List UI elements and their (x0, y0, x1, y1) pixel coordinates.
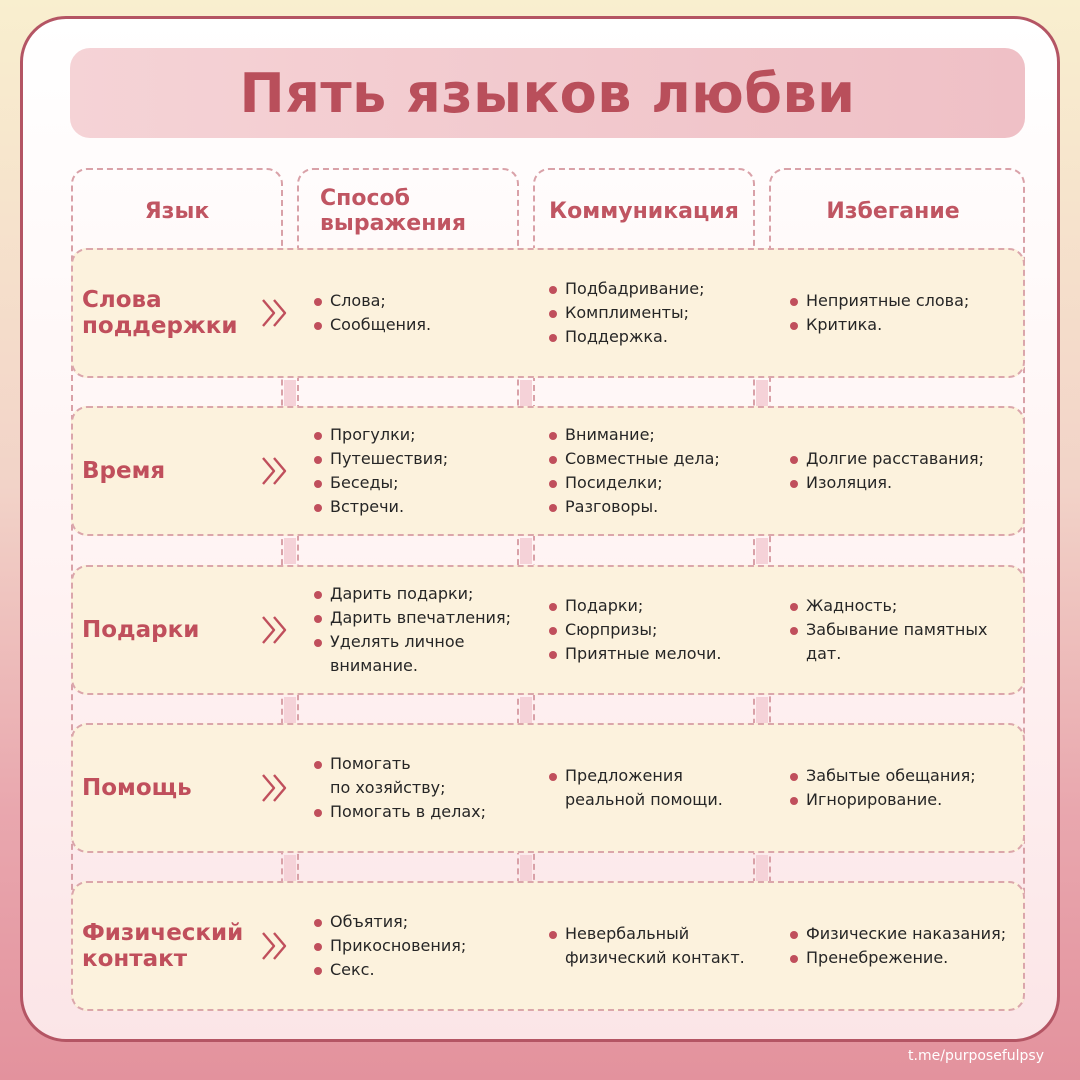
row-gap-strip (520, 538, 532, 564)
cell-expression (314, 565, 514, 695)
row-gap-strip (520, 855, 532, 881)
list-item: Критика. (790, 313, 1020, 337)
bullet-list (314, 752, 514, 824)
cell-avoidance (790, 248, 1020, 378)
list-item: Игнорирование. (790, 788, 1020, 812)
double-chevron-right-icon (260, 296, 290, 330)
bullet-list (549, 277, 749, 349)
row-label: Физический контакт (82, 920, 244, 972)
bullet-list (314, 289, 514, 337)
cell-communication (549, 881, 749, 1011)
list-item: Дарить впечатления; (314, 606, 514, 630)
double-chevron-right-icon (260, 771, 290, 805)
list-item: Изоляция. (790, 471, 1020, 495)
header-language: Язык (144, 198, 210, 224)
list-item: Предложения реальной помощи. (549, 764, 749, 812)
list-item: Секс. (314, 958, 514, 982)
row-gap-strip (756, 380, 768, 406)
cell-expression (314, 723, 514, 853)
cell-avoidance (790, 565, 1020, 695)
bullet-list (314, 423, 514, 519)
list-item: Приятные мелочи. (549, 642, 749, 666)
row-gap-strip (756, 538, 768, 564)
list-item: Путешествия; (314, 447, 514, 471)
list-item: Объятия; (314, 910, 514, 934)
list-item: Подбадривание; (549, 277, 749, 301)
row-gap-strip (284, 855, 296, 881)
row-label: Подарки (82, 617, 200, 643)
list-item: Подарки; (549, 594, 749, 618)
cell-avoidance (790, 406, 1020, 536)
list-item: Прикосновения; (314, 934, 514, 958)
bullet-list (790, 594, 1020, 666)
list-item: Прогулки; (314, 423, 514, 447)
list-item: Совместные дела; (549, 447, 749, 471)
row-gap-strip (520, 697, 532, 723)
cell-communication (549, 248, 749, 378)
row-gap-strip (756, 697, 768, 723)
bullet-list (314, 910, 514, 982)
list-item: Уделять личное внимание. (314, 630, 514, 678)
list-item: Беседы; (314, 471, 514, 495)
cell-communication (549, 723, 749, 853)
cell-expression (314, 881, 514, 1011)
row-gap-strip (284, 380, 296, 406)
list-item: Забывание памятных дат. (790, 618, 1020, 666)
cell-avoidance (790, 881, 1020, 1011)
double-chevron-right-icon (260, 454, 290, 488)
bullet-list (549, 922, 749, 970)
list-item: Невербальный физический контакт. (549, 922, 749, 970)
list-item: Внимание; (549, 423, 749, 447)
header-avoidance: Избегание (826, 198, 960, 224)
title-banner (70, 48, 1025, 138)
list-item: Слова; (314, 289, 514, 313)
cell-expression (314, 248, 514, 378)
row-label: Слова поддержки (82, 287, 238, 339)
row-label: Помощь (82, 775, 192, 801)
list-item: Встречи. (314, 495, 514, 519)
bullet-list (314, 582, 514, 678)
bullet-list (790, 922, 1020, 970)
list-item: Сюрпризы; (549, 618, 749, 642)
list-item: Посиделки; (549, 471, 749, 495)
header-expression: Способ выражения (320, 186, 466, 236)
list-item: Разговоры. (549, 495, 749, 519)
row-gap-strip (756, 855, 768, 881)
cell-communication (549, 406, 749, 536)
list-item: Жадность; (790, 594, 1020, 618)
row-gap-strip (284, 538, 296, 564)
cell-communication (549, 565, 749, 695)
double-chevron-right-icon (260, 613, 290, 647)
bullet-list (549, 423, 749, 519)
bullet-list (790, 289, 1020, 337)
cell-expression (314, 406, 514, 536)
list-item: Пренебрежение. (790, 946, 1020, 970)
header-communication: Коммуникация (549, 198, 739, 224)
list-item: Физические наказания; (790, 922, 1020, 946)
footer-link[interactable]: t.me/purposefulpsy (908, 1048, 1044, 1064)
row-gap-strip (284, 697, 296, 723)
row-label: Время (82, 458, 166, 484)
list-item: Дарить подарки; (314, 582, 514, 606)
list-item: Сообщения. (314, 313, 514, 337)
list-item: Поддержка. (549, 325, 749, 349)
list-item: Комплименты; (549, 301, 749, 325)
bullet-list (549, 594, 749, 666)
list-item: Помогать в делах; (314, 800, 514, 824)
page-title: Пять языков любви (239, 61, 856, 125)
bullet-list (790, 447, 1020, 495)
cell-avoidance (790, 723, 1020, 853)
double-chevron-right-icon (260, 929, 290, 963)
list-item: Забытые обещания; (790, 764, 1020, 788)
list-item: Неприятные слова; (790, 289, 1020, 313)
list-item: Долгие расставания; (790, 447, 1020, 471)
list-item: Помогать по хозяйству; (314, 752, 514, 800)
row-gap-strip (520, 380, 532, 406)
bullet-list (549, 764, 749, 812)
bullet-list (790, 764, 1020, 812)
